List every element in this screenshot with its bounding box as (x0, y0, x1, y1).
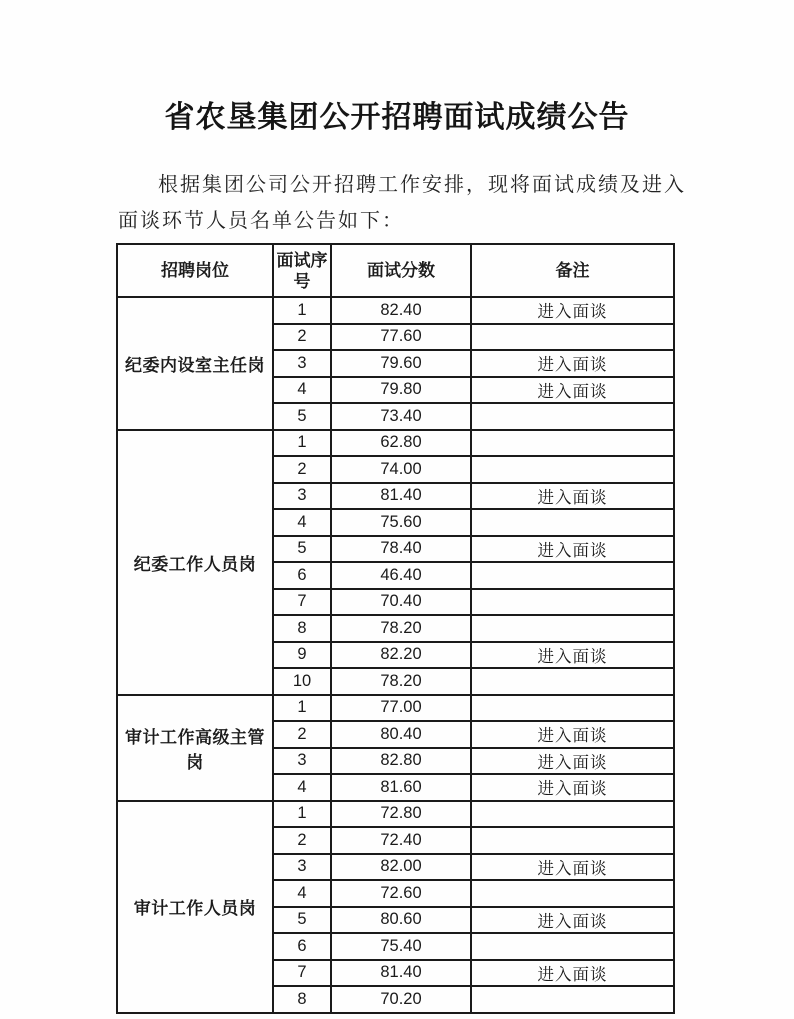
score-cell: 82.20 (331, 642, 471, 669)
position-cell: 审计工作高级主管岗 (117, 695, 273, 801)
interview-score-table (116, 243, 675, 1014)
interview-no-cell: 2 (273, 456, 331, 483)
score-cell: 77.00 (331, 695, 471, 722)
interview-no-cell: 4 (273, 880, 331, 907)
score-cell: 79.60 (331, 350, 471, 377)
table-row (117, 430, 674, 457)
interview-no-cell: 5 (273, 536, 331, 563)
interview-no-cell: 8 (273, 615, 331, 642)
interview-no-cell: 4 (273, 774, 331, 801)
interview-no-cell: 2 (273, 827, 331, 854)
remark-cell (471, 668, 674, 695)
score-cell: 81.40 (331, 483, 471, 510)
interview-no-cell: 2 (273, 324, 331, 351)
table-row (117, 297, 674, 324)
interview-no-cell: 3 (273, 748, 331, 775)
interview-no-cell: 3 (273, 854, 331, 881)
intro-paragraph: 根据集团公司公开招聘工作安排，现将面试成绩及进入面谈环节人员名单公告如下： (118, 174, 686, 232)
score-cell: 78.20 (331, 668, 471, 695)
interview-no-cell: 4 (273, 377, 331, 404)
interview-no-cell: 5 (273, 403, 331, 430)
header-interview-no: 面试序号 (273, 244, 331, 297)
score-cell: 81.60 (331, 774, 471, 801)
score-cell: 78.40 (331, 536, 471, 563)
remark-cell (471, 403, 674, 430)
score-cell: 80.40 (331, 721, 471, 748)
remark-cell (471, 324, 674, 351)
score-cell: 82.40 (331, 297, 471, 324)
remark-cell (471, 456, 674, 483)
interview-no-cell: 1 (273, 297, 331, 324)
remark-cell (471, 589, 674, 616)
interview-no-cell: 9 (273, 642, 331, 669)
remark-cell: 进入面谈 (471, 642, 674, 669)
interview-no-cell: 1 (273, 430, 331, 457)
table-row (117, 695, 674, 722)
remark-cell (471, 986, 674, 1013)
header-position: 招聘岗位 (117, 244, 273, 297)
interview-no-cell: 3 (273, 483, 331, 510)
interview-no-cell: 7 (273, 960, 331, 987)
score-cell: 75.40 (331, 933, 471, 960)
score-cell: 70.20 (331, 986, 471, 1013)
table-header-row (117, 244, 674, 297)
remark-cell: 进入面谈 (471, 774, 674, 801)
score-cell: 72.40 (331, 827, 471, 854)
score-cell: 62.80 (331, 430, 471, 457)
remark-cell (471, 615, 674, 642)
remark-cell: 进入面谈 (471, 536, 674, 563)
remark-cell (471, 880, 674, 907)
remark-cell: 进入面谈 (471, 297, 674, 324)
remark-cell: 进入面谈 (471, 907, 674, 934)
header-interview-score: 面试分数 (331, 244, 471, 297)
remark-cell (471, 430, 674, 457)
page-title: 省农垦集团公开招聘面试成绩公告 (164, 100, 630, 135)
remark-cell (471, 827, 674, 854)
position-cell: 纪委工作人员岗 (117, 430, 273, 695)
score-cell: 81.40 (331, 960, 471, 987)
interview-no-cell: 1 (273, 801, 331, 828)
score-cell: 46.40 (331, 562, 471, 589)
remark-cell: 进入面谈 (471, 854, 674, 881)
score-cell: 72.60 (331, 880, 471, 907)
score-cell: 74.00 (331, 456, 471, 483)
interview-no-cell: 1 (273, 695, 331, 722)
interview-no-cell: 6 (273, 562, 331, 589)
score-cell: 82.80 (331, 748, 471, 775)
table-row (117, 801, 674, 828)
remark-cell (471, 933, 674, 960)
interview-no-cell: 10 (273, 668, 331, 695)
interview-no-cell: 7 (273, 589, 331, 616)
score-cell: 73.40 (331, 403, 471, 430)
score-cell: 80.60 (331, 907, 471, 934)
score-cell: 72.80 (331, 801, 471, 828)
interview-no-cell: 8 (273, 986, 331, 1013)
score-cell: 78.20 (331, 615, 471, 642)
header-remark: 备注 (471, 244, 674, 297)
interview-no-cell: 6 (273, 933, 331, 960)
interview-no-cell: 5 (273, 907, 331, 934)
remark-cell: 进入面谈 (471, 721, 674, 748)
position-cell: 审计工作人员岗 (117, 801, 273, 1013)
remark-cell: 进入面谈 (471, 748, 674, 775)
remark-cell: 进入面谈 (471, 960, 674, 987)
score-cell: 70.40 (331, 589, 471, 616)
interview-no-cell: 4 (273, 509, 331, 536)
remark-cell (471, 695, 674, 722)
remark-cell (471, 562, 674, 589)
position-cell: 纪委内设室主任岗 (117, 297, 273, 430)
remark-cell: 进入面谈 (471, 483, 674, 510)
interview-no-cell: 2 (273, 721, 331, 748)
remark-cell: 进入面谈 (471, 350, 674, 377)
score-cell: 79.80 (331, 377, 471, 404)
table-body (117, 297, 674, 1013)
score-cell: 75.60 (331, 509, 471, 536)
score-cell: 82.00 (331, 854, 471, 881)
interview-no-cell: 3 (273, 350, 331, 377)
score-cell: 77.60 (331, 324, 471, 351)
remark-cell: 进入面谈 (471, 377, 674, 404)
remark-cell (471, 509, 674, 536)
remark-cell (471, 801, 674, 828)
